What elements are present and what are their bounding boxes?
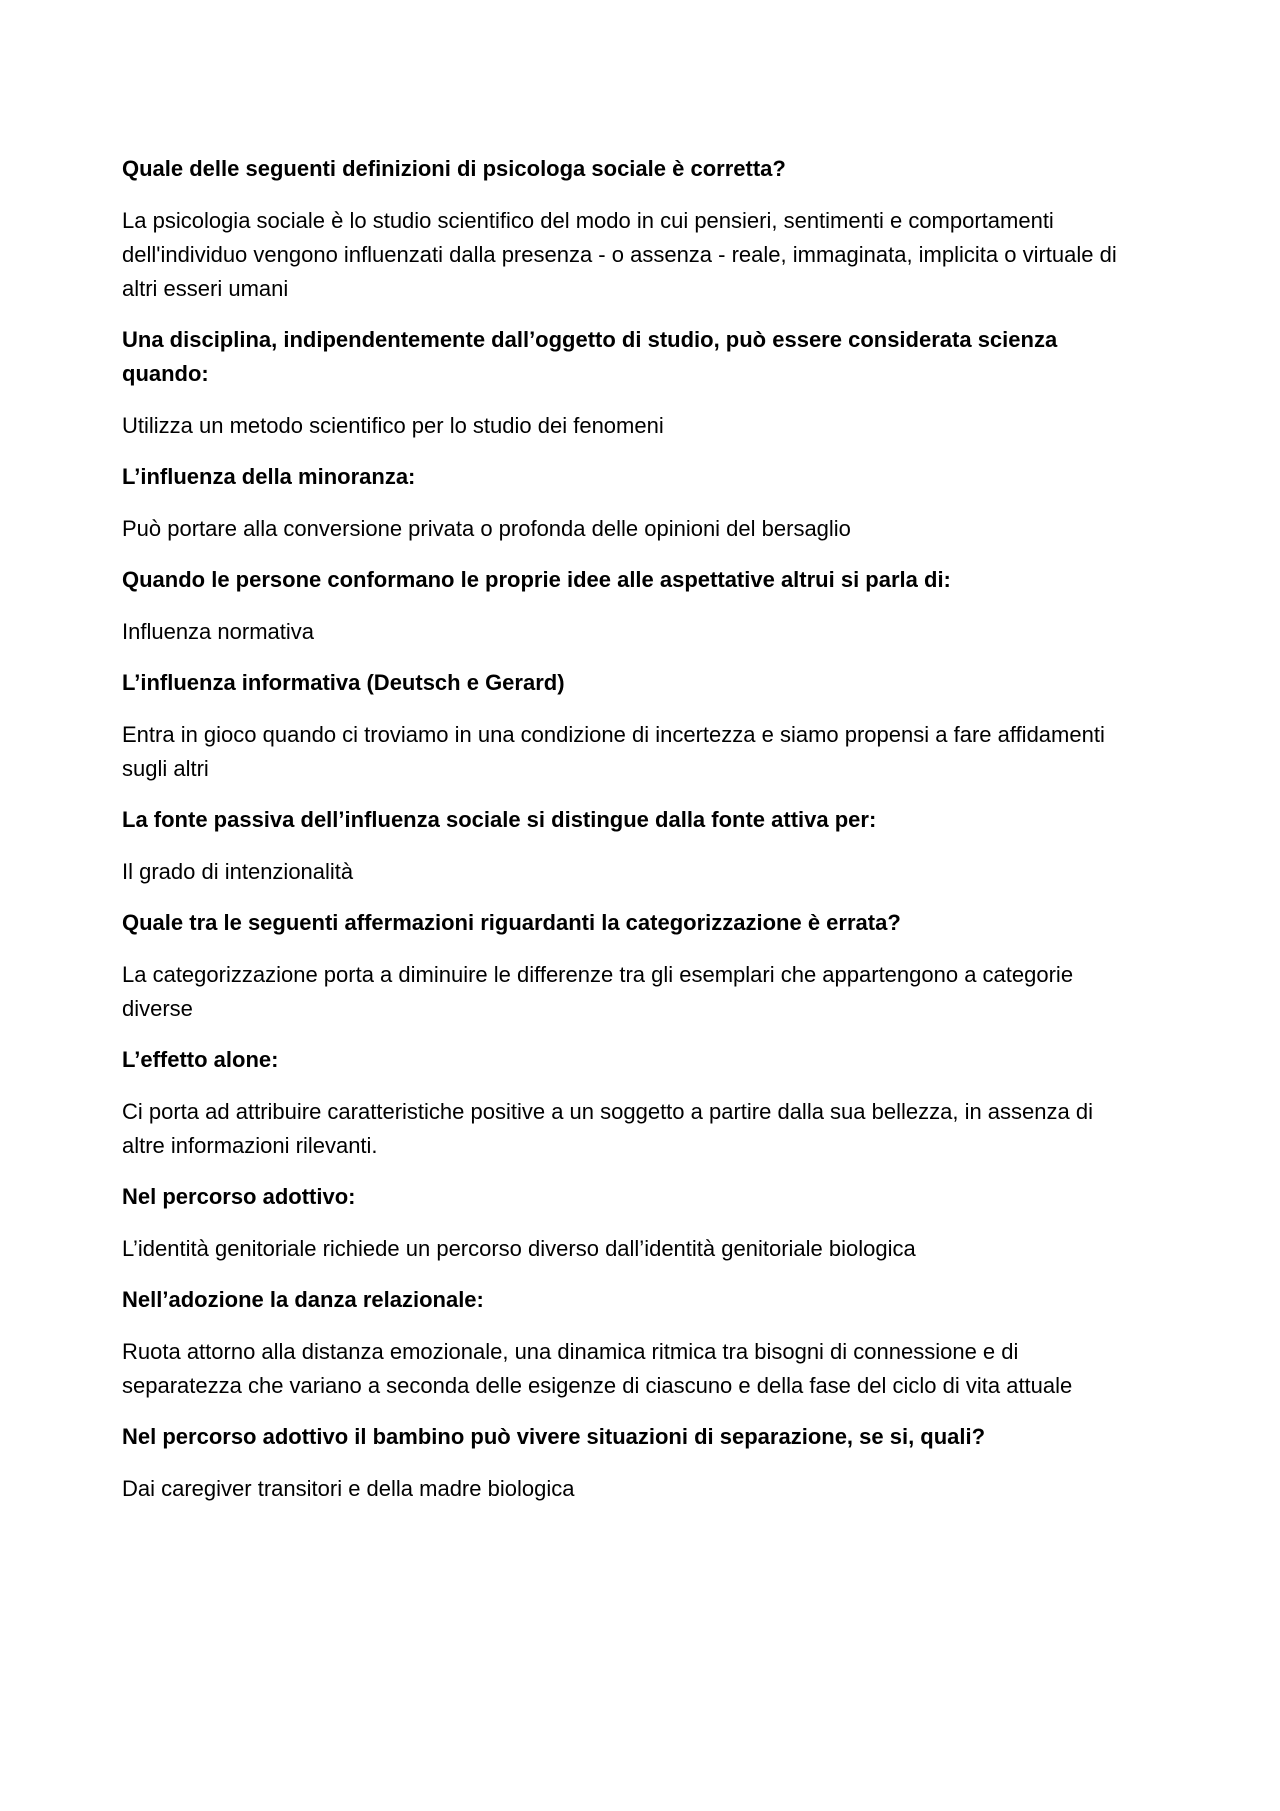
question-2: Una disciplina, indipendentemente dall’oggetto di studio, può essere considerata scienza quando: [122,327,1058,386]
question-7: Quale tra le seguenti affermazioni riguardanti la categorizzazione è errata? [122,910,901,935]
answer-9: L’identità genitoriale richiede un percorso diverso dall’identità genitoriale biologica [122,1236,916,1261]
qa-list [122,152,1130,1506]
question-4: Quando le persone conformano le proprie idee alle aspettative altrui si parla di: [122,567,951,592]
answer-3: Può portare alla conversione privata o profonda delle opinioni del bersaglio [122,516,851,541]
answer-4: Influenza normativa [122,619,314,644]
answer-8: Ci porta ad attribuire caratteristiche positive a un soggetto a partire dalla sua bellezza, in assenza di altre informazioni rilevanti. [122,1099,1093,1158]
question-9: Nel percorso adottivo: [122,1184,356,1209]
answer-5: Entra in gioco quando ci troviamo in una condizione di incertezza e siamo propensi a fare affidamenti sugli altri [122,722,1105,781]
question-3: L’influenza della minoranza: [122,464,416,489]
answer-10: Ruota attorno alla distanza emozionale, una dinamica ritmica tra bisogni di connessione e di separatezza che variano a seconda delle esigenze di ciascuno e della fase del ciclo di vita attuale [122,1339,1073,1398]
question-5: L’influenza informativa (Deutsch e Gerard) [122,670,565,695]
question-6: La fonte passiva dell’influenza sociale si distingue dalla fonte attiva per: [122,807,877,832]
answer-11: Dai caregiver transitori e della madre biologica [122,1476,575,1501]
question-8: L’effetto alone: [122,1047,279,1072]
question-10: Nell’adozione la danza relazionale: [122,1287,484,1312]
question-1: Quale delle seguenti definizioni di psicologa sociale è corretta? [122,156,786,181]
answer-6: Il grado di intenzionalità [122,859,354,884]
question-11: Nel percorso adottivo il bambino può vivere situazioni di separazione, se si, quali? [122,1424,986,1449]
answer-2: Utilizza un metodo scientifico per lo studio dei fenomeni [122,413,664,438]
answer-1: La psicologia sociale è lo studio scientifico del modo in cui pensieri, sentimenti e comportamenti dell'individuo vengono influenzati dalla presenza - o assenza - reale, immaginata, implicita o virtuale di altri esseri umani [122,208,1117,301]
answer-7: La categorizzazione porta a diminuire le differenze tra gli esemplari che appartengono a categorie diverse [122,962,1074,1021]
